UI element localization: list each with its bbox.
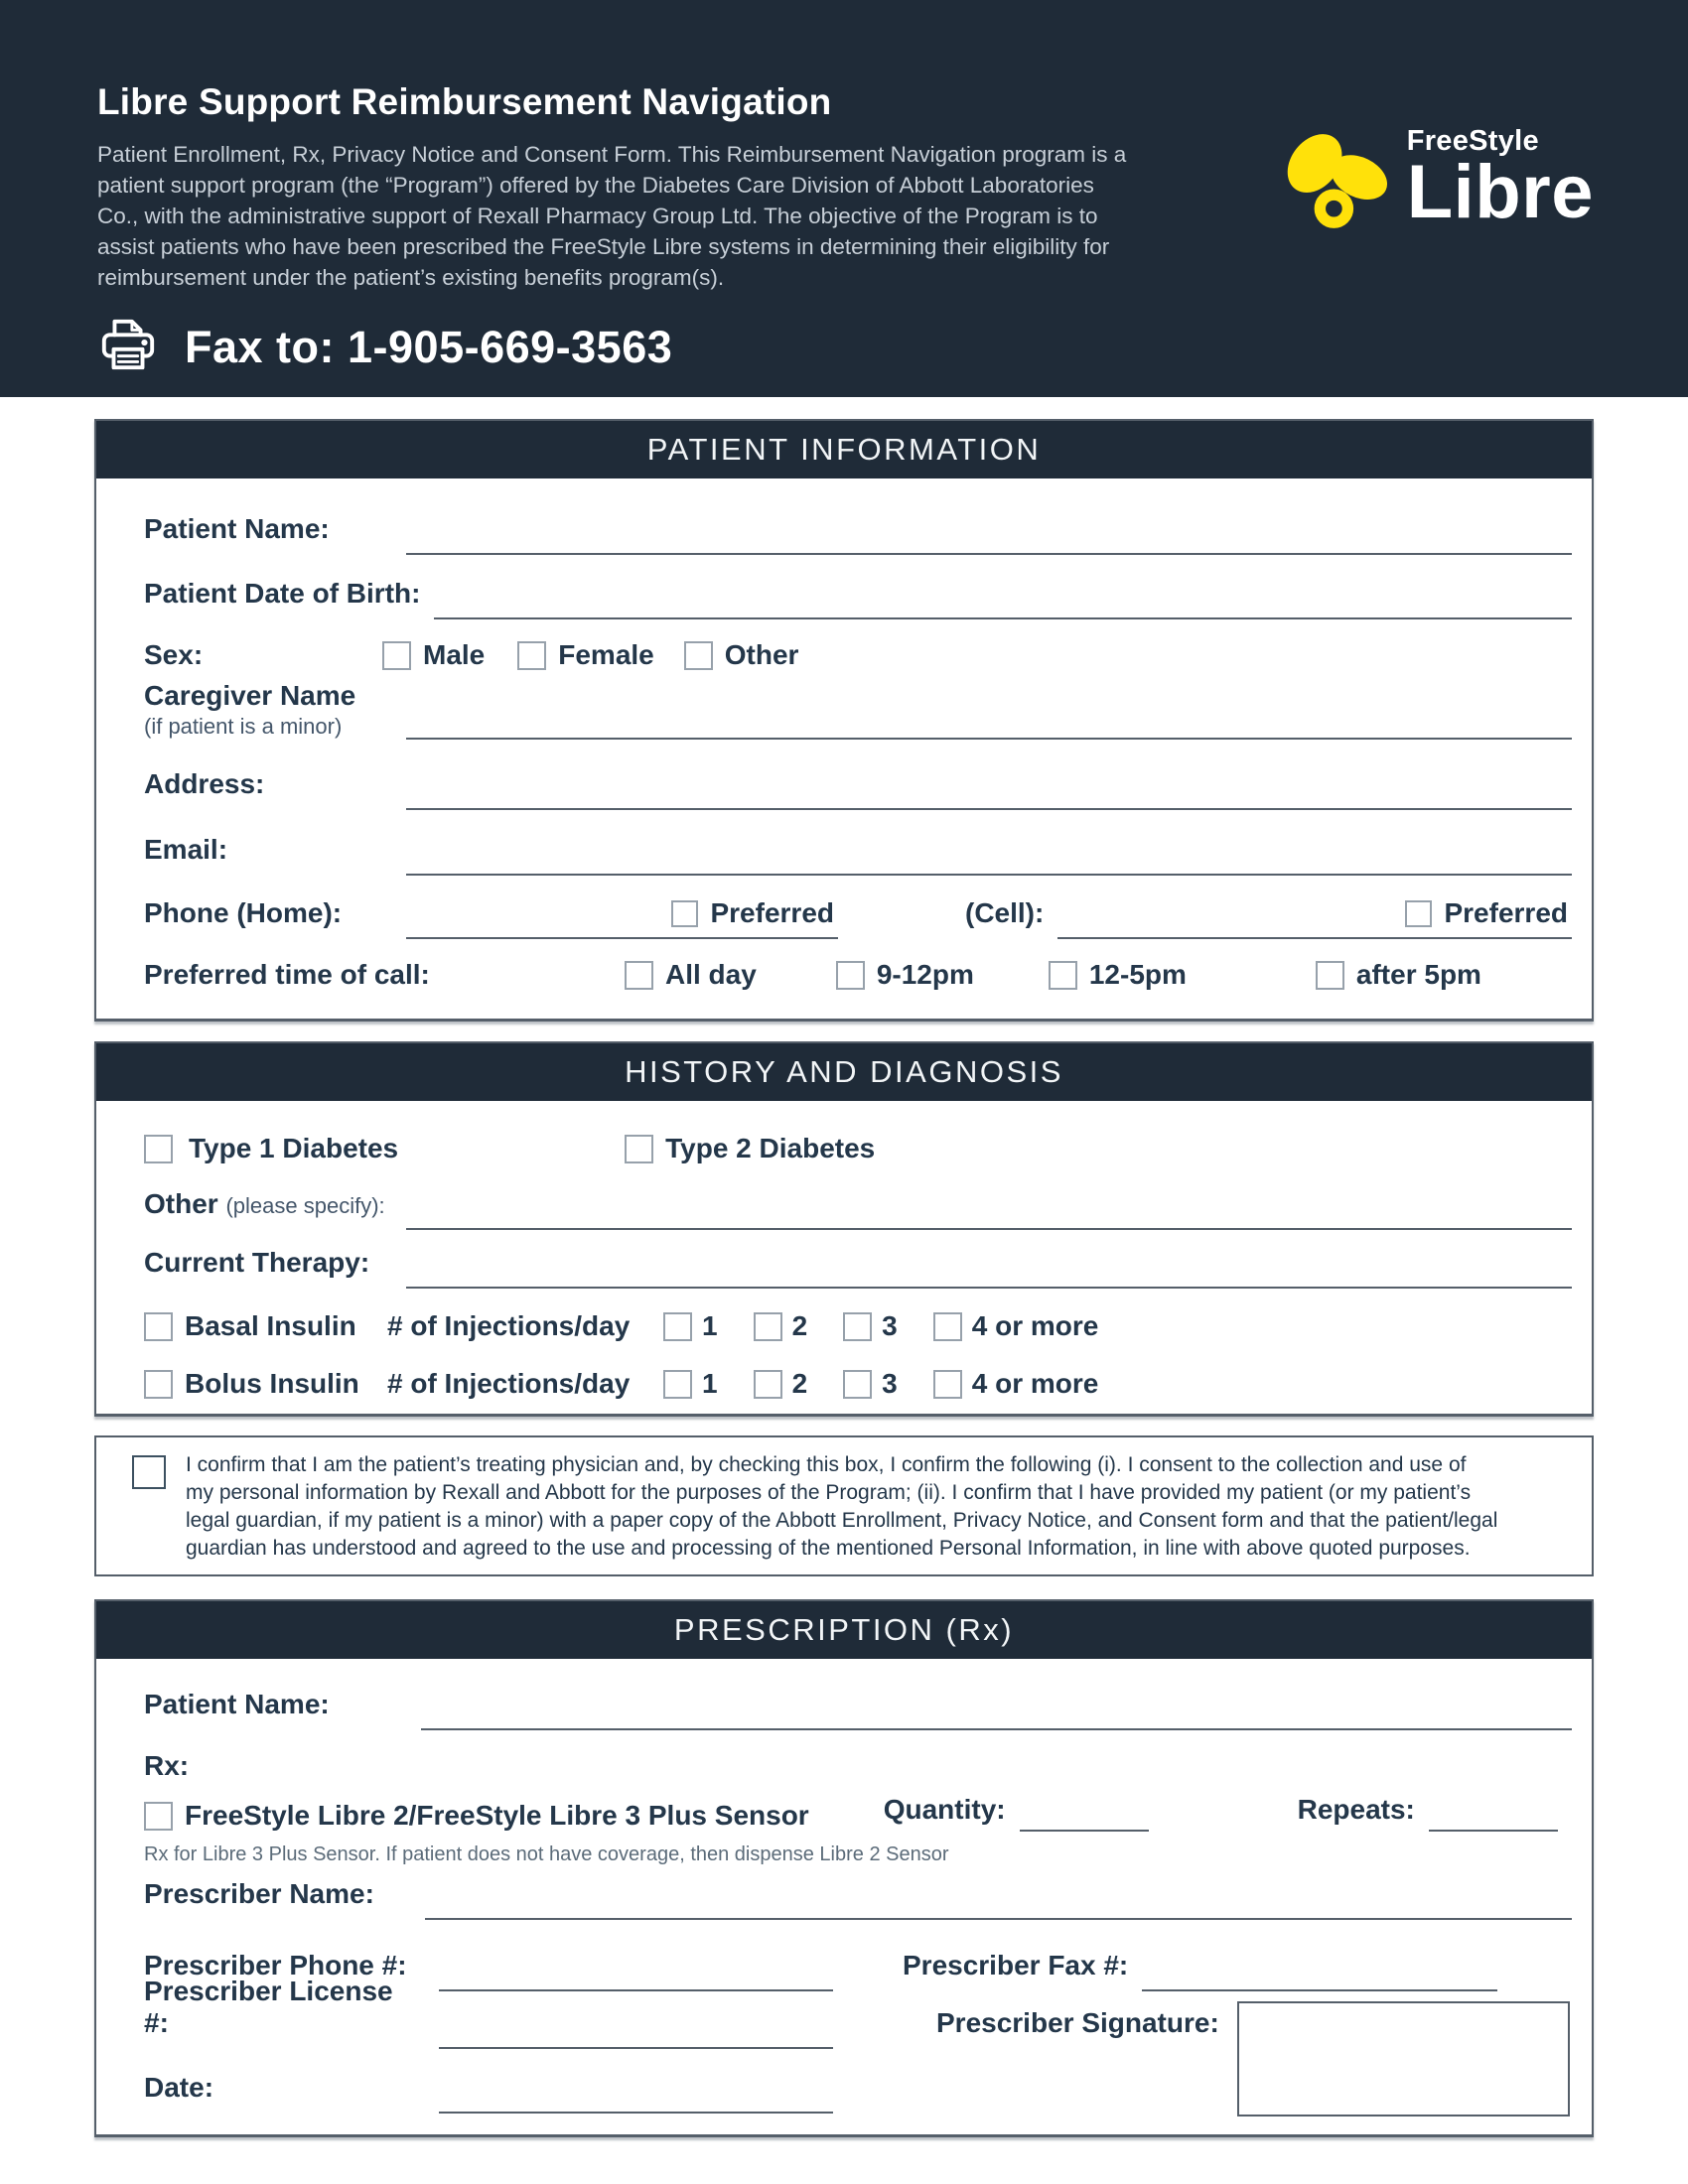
phone-home-preferred-checkbox[interactable] xyxy=(671,900,698,927)
bolus-2-checkbox[interactable] xyxy=(754,1370,782,1399)
bolus-2-label: 2 xyxy=(791,1368,808,1399)
bolus-insulin-checkbox[interactable] xyxy=(144,1370,173,1399)
repeats-field-line[interactable] xyxy=(1429,1830,1558,1832)
patient-information-header: PATIENT INFORMATION xyxy=(96,421,1592,478)
patient-information-section xyxy=(94,419,1594,1022)
prescriber-name-label: Prescriber Name: xyxy=(144,1878,374,1909)
sex-label: Sex: xyxy=(144,639,204,670)
email-label: Email: xyxy=(144,834,228,865)
prescriber-signature-label: Prescriber Signature: xyxy=(936,2007,1219,2038)
time-9-12-label: 9-12pm xyxy=(876,959,974,990)
other-specify-hint: (please specify): xyxy=(225,1193,385,1218)
basal-4plus-checkbox[interactable] xyxy=(933,1312,962,1341)
prescriber-fax-label: Prescriber Fax #: xyxy=(903,1950,1129,1980)
phone-cell-preferred-label: Preferred xyxy=(1444,897,1568,928)
bolus-3-checkbox[interactable] xyxy=(843,1370,872,1399)
form-header xyxy=(0,0,1688,397)
sex-female-checkbox[interactable] xyxy=(517,641,546,670)
logo-wordmark xyxy=(1406,125,1594,234)
bolus-injections-label: # of Injections/day xyxy=(387,1368,631,1399)
time-after5-label: after 5pm xyxy=(1355,959,1481,990)
prescriber-phone-field-line[interactable] xyxy=(439,1989,833,1991)
caregiver-name-label: Caregiver Name xyxy=(144,680,356,711)
description-line: Patient Enrollment, Rx, Privacy Notice and Consent Form. This Reimbursement Navigation program is a xyxy=(97,142,1127,167)
prescriber-license-label: Prescriber License #: xyxy=(144,1976,393,2038)
sex-male-checkbox[interactable] xyxy=(382,641,411,670)
physician-consent-box xyxy=(94,1435,1594,1576)
phone-cell-label: (Cell): xyxy=(965,897,1045,928)
consent-line: guardian has understood and agreed to the use and processing of the mentioned Personal Information, in line with above quoted purposes. xyxy=(186,1537,1471,1560)
address-label: Address: xyxy=(144,768,265,799)
freestyle-libre-logo xyxy=(1280,125,1594,243)
prescriber-phone-label: Prescriber Phone #: xyxy=(144,1950,407,1980)
description-line: patient support program (the “Program”) offered by the Diabetes Care Division of Abbott Laboratories xyxy=(97,173,1094,198)
time-of-call-label: Preferred time of call: xyxy=(144,959,430,990)
patient-name-field-line[interactable] xyxy=(406,553,1572,555)
prescription-header: PRESCRIPTION (Rx) xyxy=(96,1601,1592,1659)
other-diagnosis-label: Other (please specify): xyxy=(144,1188,385,1219)
physician-consent-text xyxy=(186,1451,1497,1563)
bolus-1-label: 1 xyxy=(702,1368,718,1399)
phone-home-preferred-label: Preferred xyxy=(710,897,834,928)
prescriber-license-field-line[interactable] xyxy=(439,2047,833,2049)
fax-number: Fax to: 1-905-669-3563 xyxy=(185,321,673,372)
consent-line: I confirm that I am the patient’s treating physician and, by checking this box, I confirm the following (i). I consent to the collection and use of xyxy=(186,1453,1467,1476)
time-allday-label: All day xyxy=(665,959,757,990)
date-label: Date: xyxy=(144,2072,214,2103)
sex-other-label: Other xyxy=(724,639,799,670)
quantity-label: Quantity: xyxy=(883,1794,1006,1825)
history-diagnosis-section xyxy=(94,1041,1594,1417)
address-field-line[interactable] xyxy=(406,808,1572,810)
fax-row xyxy=(97,315,1591,379)
time-9-12-checkbox[interactable] xyxy=(836,961,865,990)
basal-3-checkbox[interactable] xyxy=(843,1312,872,1341)
logo-freestyle-text: FreeStyle xyxy=(1406,125,1539,157)
prescription-section xyxy=(94,1599,1594,2137)
rx-patient-name-field-line[interactable] xyxy=(421,1728,1572,1730)
prescriber-fax-field-line[interactable] xyxy=(1142,1989,1497,1991)
sensor-option-label: FreeStyle Libre 2/FreeStyle Libre 3 Plus Sensor xyxy=(185,1800,809,1831)
type2-diabetes-label: Type 2 Diabetes xyxy=(665,1133,876,1163)
bolus-4plus-label: 4 or more xyxy=(971,1368,1099,1399)
email-field-line[interactable] xyxy=(406,874,1572,876)
description-line: Co., with the administrative support of Rexall Pharmacy Group Ltd. The objective of the Program is to xyxy=(97,204,1098,228)
dob-label: Patient Date of Birth: xyxy=(144,578,421,609)
bolus-3-label: 3 xyxy=(882,1368,898,1399)
basal-3-label: 3 xyxy=(882,1310,898,1341)
basal-2-checkbox[interactable] xyxy=(754,1312,782,1341)
basal-4plus-label: 4 or more xyxy=(971,1310,1099,1341)
time-allday-checkbox[interactable] xyxy=(625,961,653,990)
sex-female-label: Female xyxy=(558,639,654,670)
phone-cell-field-line[interactable] xyxy=(1057,897,1572,939)
time-12-5-checkbox[interactable] xyxy=(1049,961,1077,990)
basal-injections-label: # of Injections/day xyxy=(387,1310,631,1341)
phone-home-label: Phone (Home): xyxy=(144,897,343,928)
consent-line: legal guardian, if my patient is a minor) with a paper copy of the Abbott Enrollment, Privacy Notice, and Consent form and that the patient/legal xyxy=(186,1509,1498,1532)
butterfly-icon xyxy=(1280,125,1393,243)
time-after5-checkbox[interactable] xyxy=(1316,961,1344,990)
phone-home-field-line[interactable] xyxy=(406,897,838,939)
sex-male-label: Male xyxy=(423,639,486,670)
prescriber-signature-box[interactable] xyxy=(1237,2001,1570,2116)
rx-coverage-note: Rx for Libre 3 Plus Sensor. If patient does not have coverage, then dispense Libre 2 Sensor xyxy=(144,1843,949,1865)
caregiver-name-field-line[interactable] xyxy=(406,738,1572,740)
description-line: assist patients who have been prescribed the FreeStyle Libre systems in determining their eligibility for xyxy=(97,234,1110,259)
basal-1-checkbox[interactable] xyxy=(663,1312,692,1341)
description-line: reimbursement under the patient’s existing benefits program(s). xyxy=(97,265,725,290)
date-field-line[interactable] xyxy=(439,2112,833,2114)
type2-diabetes-checkbox[interactable] xyxy=(625,1135,653,1163)
other-diagnosis-field-line[interactable] xyxy=(406,1228,1572,1230)
repeats-label: Repeats: xyxy=(1297,1794,1415,1825)
sex-other-checkbox[interactable] xyxy=(684,641,713,670)
sensor-option-checkbox[interactable] xyxy=(144,1802,173,1831)
basal-1-label: 1 xyxy=(702,1310,718,1341)
current-therapy-field-line[interactable] xyxy=(406,1287,1572,1289)
basal-insulin-label: Basal Insulin xyxy=(185,1310,356,1341)
patient-name-label: Patient Name: xyxy=(144,513,330,544)
history-diagnosis-header: HISTORY AND DIAGNOSIS xyxy=(96,1043,1592,1101)
rx-patient-name-label: Patient Name: xyxy=(144,1689,330,1719)
physician-consent-checkbox[interactable] xyxy=(132,1455,166,1489)
phone-cell-preferred-checkbox[interactable] xyxy=(1405,900,1432,927)
time-12-5-label: 12-5pm xyxy=(1088,959,1187,990)
prescriber-name-field-line[interactable] xyxy=(425,1918,1572,1920)
printer-icon xyxy=(97,315,159,379)
page-title: Libre Support Reimbursement Navigation xyxy=(97,81,832,122)
logo-libre-text: Libre xyxy=(1406,150,1594,234)
bolus-1-checkbox[interactable] xyxy=(663,1370,692,1399)
rx-label: Rx: xyxy=(144,1750,190,1781)
type1-diabetes-checkbox[interactable] xyxy=(144,1135,173,1163)
basal-2-label: 2 xyxy=(791,1310,808,1341)
current-therapy-label: Current Therapy: xyxy=(144,1247,370,1278)
type1-diabetes-label: Type 1 Diabetes xyxy=(189,1133,399,1163)
caregiver-label-block xyxy=(144,680,392,748)
bolus-insulin-label: Bolus Insulin xyxy=(185,1368,359,1399)
dob-field-line[interactable] xyxy=(434,617,1572,619)
consent-line: my personal information by Rexall and Abbott for the purposes of the Program; (ii). I confirm that I have provided my patient (or my patient’s xyxy=(186,1481,1472,1504)
caregiver-minor-hint: (if patient is a minor) xyxy=(144,714,343,739)
basal-insulin-checkbox[interactable] xyxy=(144,1312,173,1341)
bolus-4plus-checkbox[interactable] xyxy=(933,1370,962,1399)
quantity-field-line[interactable] xyxy=(1020,1830,1149,1832)
